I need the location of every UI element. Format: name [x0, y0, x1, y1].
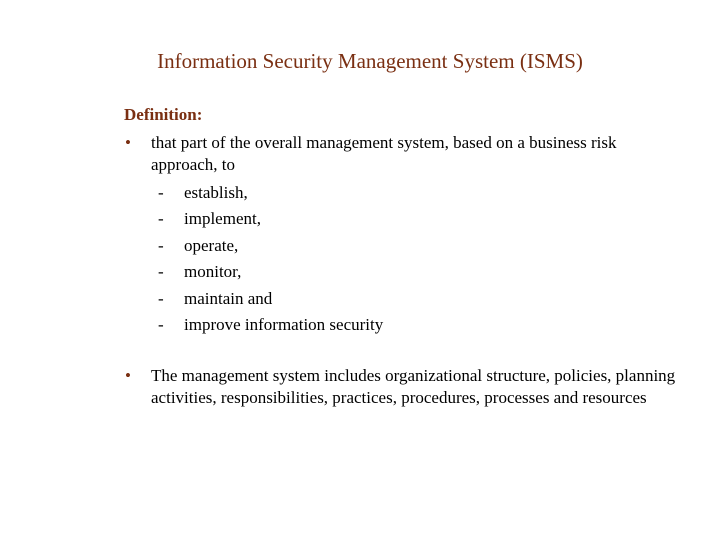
sublist-item-text: maintain and — [184, 288, 273, 308]
slide-title: Information Security Management System (ISMS) — [157, 49, 583, 73]
sublist-item-maintain — [151, 286, 684, 313]
sublist-item-text: operate, — [184, 235, 239, 255]
bullet-marker: • — [125, 365, 131, 385]
dash-marker: - — [158, 182, 164, 202]
sublist-item-implement — [151, 206, 684, 233]
bullet-management-system-text: The management system includes organizational structure, policies, planning activities, responsibilities, practices, procedures, processes and resources — [151, 365, 676, 407]
slide-content — [124, 104, 684, 410]
dash-marker: - — [158, 235, 164, 255]
sublist-item-operate — [151, 233, 684, 260]
sublist-item-improve — [151, 312, 684, 339]
dash-marker: - — [158, 262, 164, 281]
sublist-item-monitor — [151, 259, 684, 286]
dash-marker: - — [158, 209, 164, 228]
sublist-item-text: establish, — [184, 182, 248, 202]
dash-marker: - — [158, 288, 164, 308]
definition-sublist — [151, 180, 684, 339]
bullet-marker: • — [125, 132, 131, 152]
bullet-management-system — [124, 365, 684, 410]
sublist-item-text: implement, — [184, 209, 261, 228]
bullet-definition-text: that part of the overall management system, based on a business risk approach, to — [151, 132, 617, 174]
dash-marker: - — [158, 315, 164, 334]
sublist-item-establish — [151, 180, 684, 207]
definition-heading: Definition: — [124, 105, 203, 124]
sublist-item-text: monitor, — [184, 262, 242, 281]
bullet-definition — [124, 132, 684, 339]
sublist-item-text: improve information security — [184, 315, 384, 334]
